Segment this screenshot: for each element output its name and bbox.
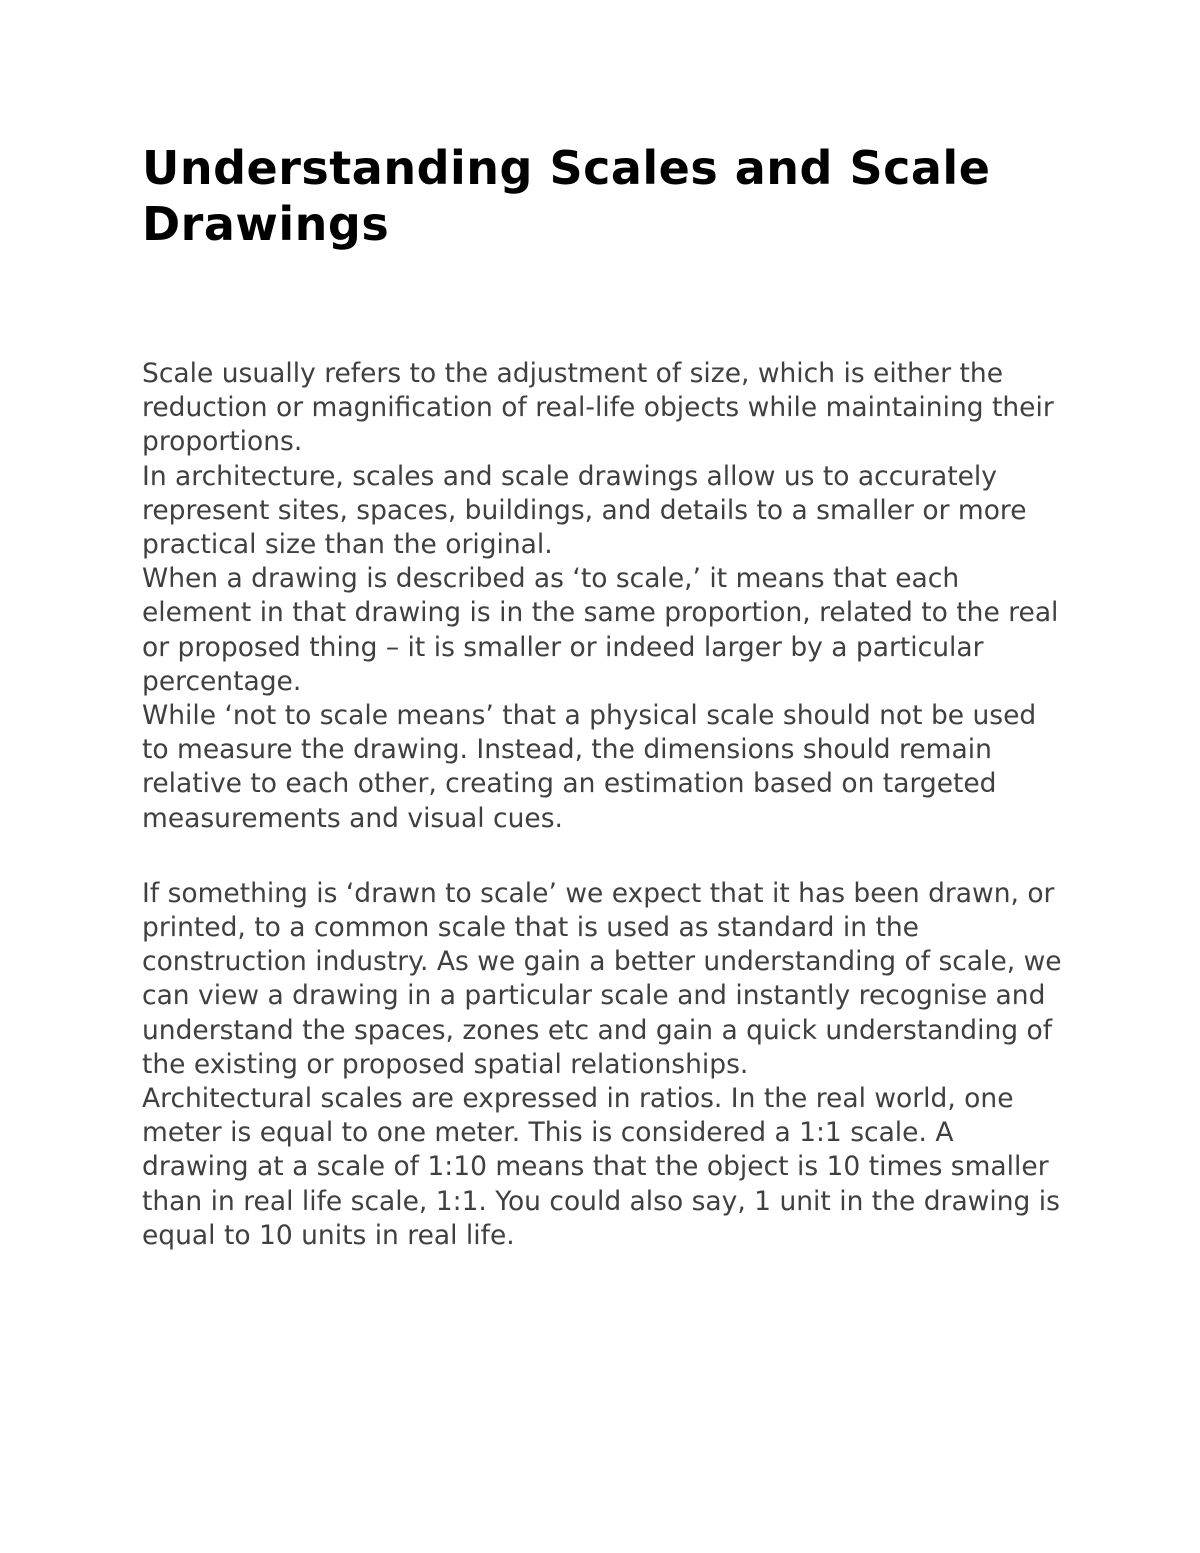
paragraph-to-scale: When a drawing is described as ‘to scale,’ it means that each element in that drawing is in the same proportion, related to the real or proposed thing – it is smaller or indeed larger by a particular percentage. [142, 563, 1059, 697]
paragraph-architectural-ratios: Architectural scales are expressed in ratios. In the real world, one meter is equal to one meter. This is considered a 1:1 scale. A drawing at a scale of 1:10 means that the object is 10 times smaller than in real life scale, 1:1. You could also say, 1 unit in the drawing is equal to 10 units in real life. [142, 1083, 1060, 1251]
paragraph-scale-definition: Scale usually refers to the adjustment of size, which is either the reduction or magnification of real-life objects while maintaining their proportions. [142, 358, 1054, 458]
paragraph-architecture-scales: In architecture, scales and scale drawings allow us to accurately represent sites, spaces, buildings, and details to a smaller or more practical size than the original. [142, 460, 1027, 561]
paragraph-drawn-to-scale: If something is ‘drawn to scale’ we expect that it has been drawn, or printed, to a common scale that is used as standard in the construction industry. As we gain a better understanding of scale, we can view a drawing in a particular scale and instantly recognise and understand the spaces, zones etc and gain a quick understanding of the existing or proposed spatial relationships. [142, 877, 1062, 1080]
paragraph-spacer [142, 836, 1062, 877]
document-title: Understanding Scales and Scale Drawings [142, 141, 991, 251]
document-page [142, 140, 1062, 1253]
paragraph-not-to-scale: While ‘not to scale means’ that a physical scale should not be used to measure the drawing. Instead, the dimensions should remain relative to each other, creating an estimation based on targeted measurements and visual cues. [142, 700, 1037, 834]
document-body [142, 357, 1062, 1253]
